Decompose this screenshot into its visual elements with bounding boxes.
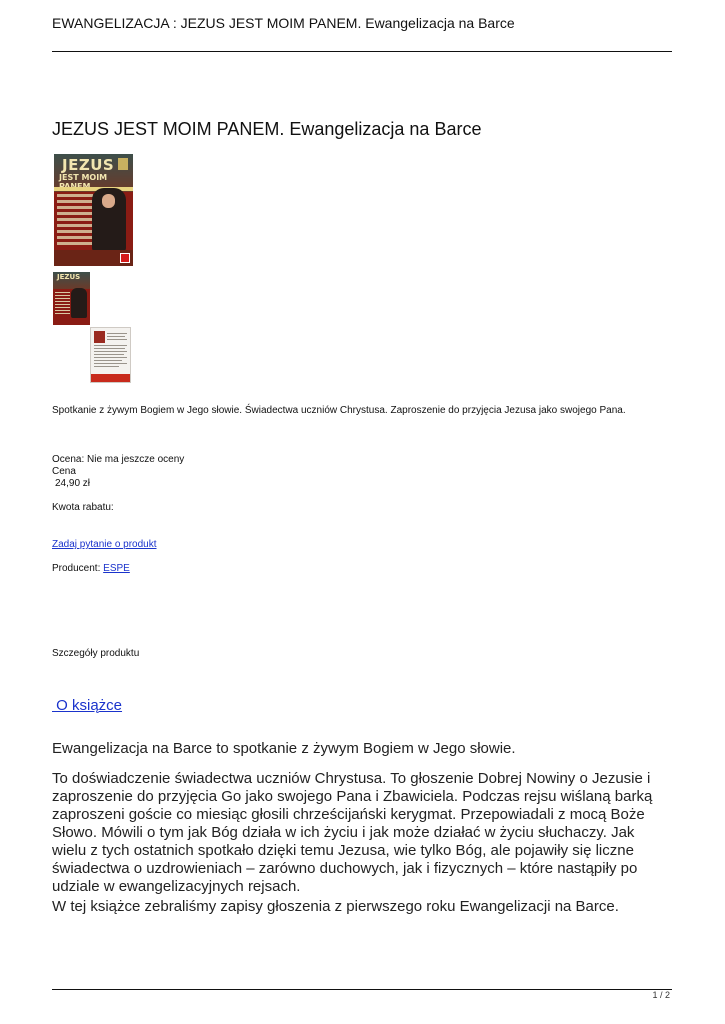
price-label: Cena (52, 466, 76, 477)
about-paragraph-2: To doświadczenie świadectwa uczniów Chrystusa. To głoszenie Dobrej Nowiny o Jezusie i zaproszenie do przyjęcia Go jako swojego Pana i Zbawiciela. Podczas rejsu wiślaną barką zaproszeni goście co miesiąc głosili chrześcijański kerygmat. Przepowiadali z mocą Boże Słowo. Mówili o tym jak Bóg działa w ich życiu i jak może działać w życiu słuchaczy. Jak wielu z tych ostatnich spotkało dzięki temu Jezusa, wie tylko Bóg, ale pojawiły się liczne świadectwa o uzdrowieniach – zarówno duchowych, jak i fizycznych – które nastąpiły po udziale w ewangelizacyjnych rejsach. (52, 770, 653, 895)
about-book-heading-link[interactable]: O książce (52, 697, 123, 714)
cover-speaker-face (102, 194, 115, 208)
discount-label: Kwota rabatu: (52, 502, 114, 513)
producer-row (52, 563, 130, 574)
footer-rule (52, 989, 672, 990)
cover-title-line2: JEST MOIM (59, 173, 108, 182)
about-paragraph-1: Ewangelizacja na Barce to spotkanie z żywym Bogiem w Jego słowie. (52, 740, 516, 757)
price-value: 24,90 zł (55, 478, 91, 489)
document-header-title: EWANGELIZACJA : JEZUS JEST MOIM PANEM. Ewangelizacja na Barce (52, 15, 515, 31)
product-cover-image[interactable] (54, 154, 133, 266)
producer-link[interactable]: ESPE (103, 563, 130, 574)
product-title: JEZUS JEST MOIM PANEM. Ewangelizacja na Barce (52, 119, 482, 139)
product-thumbnail-front[interactable] (53, 272, 90, 325)
product-details-label: Szczegóły produktu (52, 648, 140, 659)
page-number: 1 / 2 (652, 990, 670, 1000)
product-thumbnail-back[interactable] (90, 327, 131, 383)
thumb-title: JEZUS (57, 273, 81, 281)
cover-contents-list (57, 194, 93, 248)
cover-emblem (118, 158, 128, 170)
producer-label: Producent: (52, 563, 101, 574)
short-description: Spotkanie z żywym Bogiem w Jego słowie. Świadectwa uczniów Chrystusa. Zaproszenie do przyjęcia Jezusa jako swojego Pana. (52, 405, 626, 416)
ask-question-link[interactable]: Zadaj pytanie o produkt (52, 539, 157, 550)
rating-text: Ocena: Nie ma jeszcze oceny (52, 454, 185, 465)
about-paragraph-3: W tej książce zebraliśmy zapisy głoszenia z pierwszego roku Ewangelizacji na Barce. (52, 898, 619, 915)
cover-title-line1: JEZUS (62, 156, 115, 174)
header-rule (52, 51, 672, 52)
publisher-logo-icon (120, 253, 130, 263)
